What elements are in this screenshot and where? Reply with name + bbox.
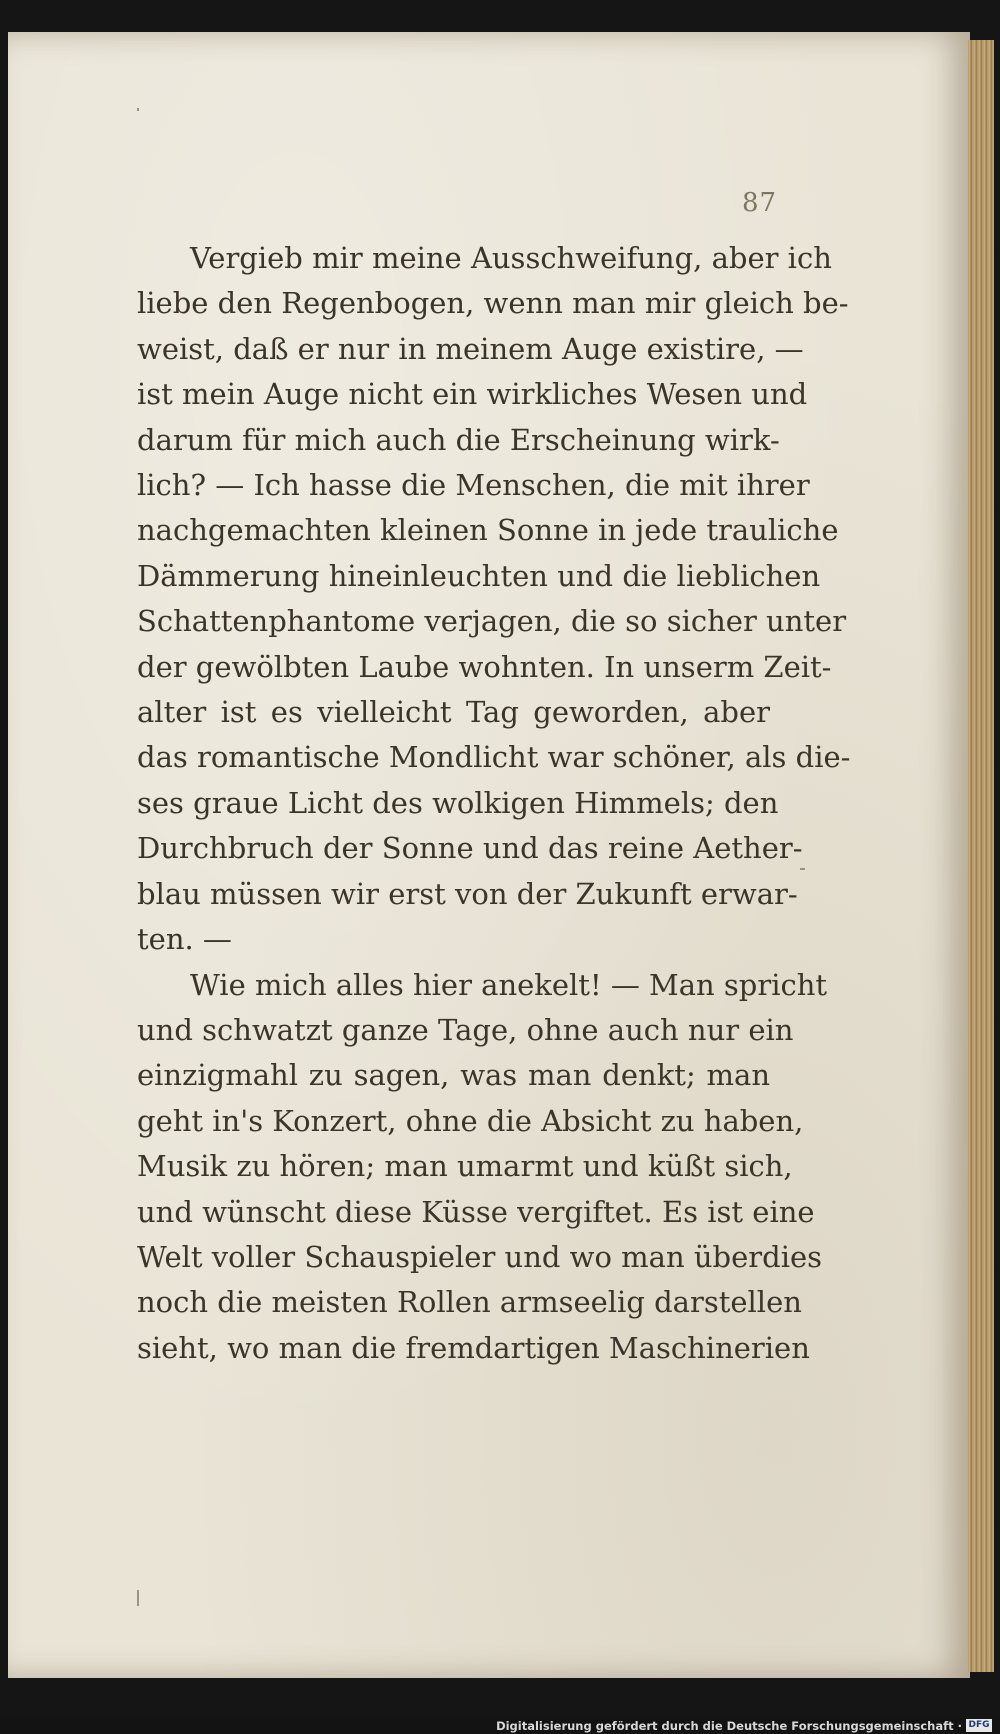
page-number: 87 (742, 188, 778, 218)
paper-speck (137, 1590, 139, 1606)
body-text (137, 236, 851, 1371)
paragraph-1 (137, 236, 851, 963)
text-line: einzigmahl zu sagen, was man denkt; man (137, 1058, 770, 1093)
text-line: sieht, wo man die fremdartigen Maschinerien (137, 1330, 810, 1365)
text-line: alter ist es vielleicht Tag geworden, aber (137, 695, 770, 730)
text-line: darum für mich auch die Erscheinung wirk- (137, 422, 780, 457)
text-line: Vergieb mir meine Ausschweifung, aber ich (190, 241, 832, 275)
text-line: der gewölbten Laube wohnten. In unserm Zeit- (137, 649, 832, 684)
text-line: liebe den Regenbogen, wenn man mir gleich be- (137, 286, 849, 321)
text-line: Durchbruch der Sonne und das reine Aether- (137, 831, 803, 866)
text-line: und wünscht diese Küsse vergiftet. Es ist eine (137, 1194, 815, 1229)
dfg-logo: DFG (966, 1719, 992, 1732)
text-line: blau müssen wir erst von der Zukunft erwar- (137, 876, 798, 911)
text-line: und schwatzt ganze Tage, ohne auch nur ein (137, 1012, 794, 1047)
text-line: ses graue Licht des wolkigen Himmels; den (137, 785, 779, 820)
paper-speck (137, 108, 139, 111)
paragraph-2 (137, 963, 828, 1372)
text-line: weist, daß er nur in meinem Auge existire, — (137, 331, 804, 366)
text-line: nachgemachten kleinen Sonne in jede trauliche (137, 513, 839, 548)
text-line: geht in's Konzert, ohne die Absicht zu haben, (137, 1103, 804, 1138)
text-line: Musik zu hören; man umarmt und küßt sich, (137, 1149, 793, 1184)
text-line: ten. — (137, 922, 232, 957)
text-line: Wie mich alles hier anekelt! — Man spricht (190, 967, 828, 1002)
text-line: ist mein Auge nicht ein wirkliches Wesen und (137, 377, 808, 412)
text-line: Dämmerung hineinleuchten und die lieblichen (137, 558, 821, 593)
text-line: Schattenphantome verjagen, die so sicher unter (137, 604, 847, 639)
funding-credit: Digitalisierung gefördert durch die Deutsche Forschungsgemeinschaft · (496, 1719, 962, 1733)
book-page-edges (968, 40, 994, 1672)
paper-speck (800, 868, 805, 870)
text-line: das romantische Mondlicht war schöner, als die- (137, 740, 851, 775)
text-line: lich? — Ich hasse die Menschen, die mit ihrer (137, 468, 810, 503)
text-line: noch die meisten Rollen armseelig darstellen (137, 1285, 802, 1320)
text-line: Welt voller Schauspieler und wo man überdies (137, 1239, 823, 1274)
